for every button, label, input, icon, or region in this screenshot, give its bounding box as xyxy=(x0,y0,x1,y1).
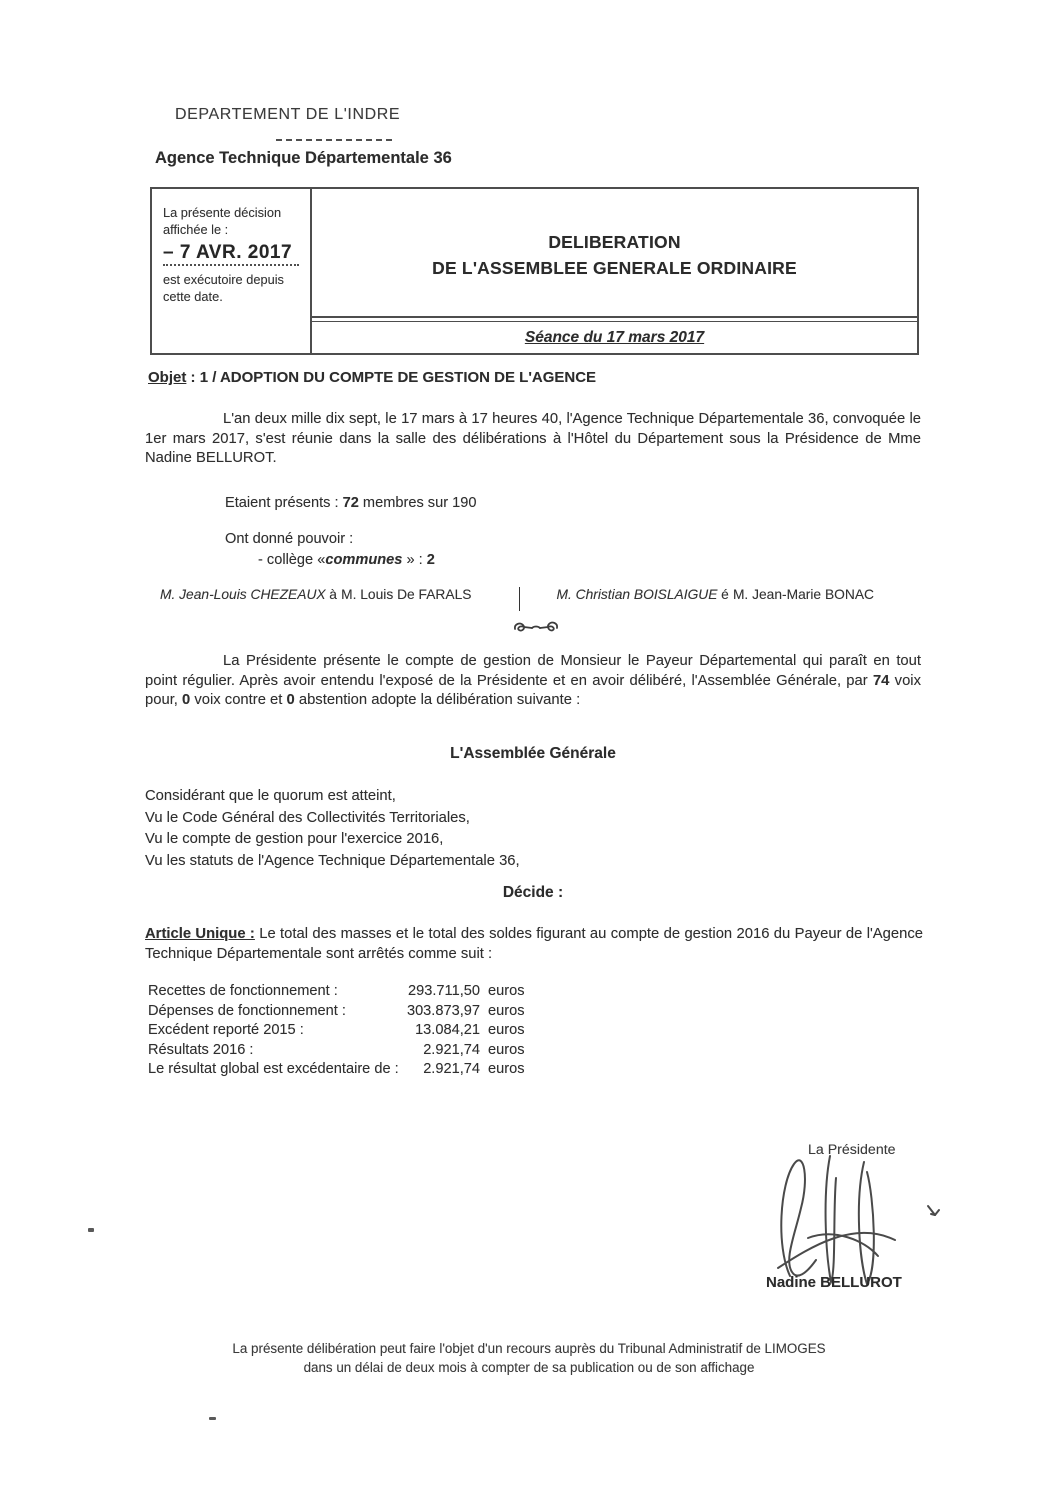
deliberation-text: La Présidente présente le compte de gestion de Monsieur le Payeur Départemental qui paraît en tout point régulier. Après avoir entendu l'exposé de la Présidente et en avoir délibéré, l'Assemblée Générale, par xyxy=(145,653,921,689)
proxy-giver-name: M. Christian BOISLAIGUE xyxy=(556,587,718,602)
attendance-line xyxy=(225,495,476,511)
considerations-list xyxy=(145,786,520,872)
footer-line: La présente délibération peut faire l'objet d'un recours auprès du Tribunal Administratif de LIMOGES xyxy=(232,1341,826,1356)
signature xyxy=(770,1150,905,1290)
financial-label: Le résultat global est excédentaire de : xyxy=(148,1061,399,1078)
signature-role: La Présidente xyxy=(808,1142,896,1158)
abstention-count: 0 xyxy=(286,692,295,708)
subject-colon: : xyxy=(186,369,200,386)
title-column xyxy=(312,189,917,353)
names-separator xyxy=(519,587,520,611)
financial-unit: euros xyxy=(488,1061,525,1078)
financial-unit: euros xyxy=(488,1041,525,1058)
financial-row xyxy=(148,983,548,1003)
article-paragraph xyxy=(145,924,923,964)
financial-row xyxy=(148,1061,548,1081)
proxy-link-word: à xyxy=(329,587,337,602)
scan-speck xyxy=(209,1417,216,1420)
scan-speck xyxy=(88,1228,94,1232)
proxy-label: Ont donné pouvoir : xyxy=(225,531,354,547)
deliberation-text: voix contre et xyxy=(190,692,287,708)
subject-text: 1 / ADOPTION DU COMPTE DE GESTION DE L'AGENCE xyxy=(199,369,597,386)
session-date: Séance du 17 mars 2017 xyxy=(524,328,705,346)
article-label: Article Unique : xyxy=(145,926,255,942)
signature-name: Nadine BELLUROT xyxy=(766,1274,902,1291)
proxy-link-word: é xyxy=(721,587,729,602)
footer-line: dans un délai de deux mois à compter de sa publication ou de son affichage xyxy=(303,1360,755,1375)
proxy-names-row xyxy=(160,587,874,611)
financial-label: Recettes de fonctionnement : xyxy=(148,983,338,999)
consideration-line: Vu le Code Général des Collectivités Territoriales, xyxy=(145,809,470,826)
college-prefix: - collège « xyxy=(258,552,326,568)
agency-title: Agence Technique Départementale 36 xyxy=(155,149,452,167)
subject-line xyxy=(148,369,596,386)
college-line xyxy=(258,552,435,568)
attendance-count: 72 xyxy=(342,495,359,511)
financial-row xyxy=(148,1042,548,1062)
consideration-line: Considérant que le quorum est atteint, xyxy=(145,788,396,804)
decide-heading: Décide : xyxy=(502,884,564,901)
financial-label: Excédent reporté 2015 : xyxy=(148,1022,304,1039)
financial-row xyxy=(148,1003,548,1023)
financial-amount: 303.873,97 xyxy=(406,1002,480,1019)
footer-note xyxy=(89,1339,969,1377)
deliberation-title-box xyxy=(312,189,917,318)
posting-notice-line: La présente décision xyxy=(163,205,282,220)
financial-amount: 2.921,74 xyxy=(423,1061,480,1078)
posting-notice-box xyxy=(152,189,312,353)
financial-label: Résultats 2016 : xyxy=(148,1041,254,1058)
financial-row xyxy=(148,1022,548,1042)
header-dashed-divider xyxy=(276,139,392,141)
flourish-ornament-icon xyxy=(512,619,560,637)
financial-unit: euros xyxy=(488,1022,525,1039)
votes-against-count: 0 xyxy=(182,692,191,708)
opening-paragraph: L'an deux mille dix sept, le 17 mars à 17 heures 40, l'Agence Technique Départementale 36, convoquée le 1er mars 2017, s'est réunie dans la salle des délibérations à l'Hôtel du Département sous la Présidence de Mme Nadine BELLUROT. xyxy=(145,411,921,466)
subject-label: Objet xyxy=(148,369,187,386)
deliberation-text: abstention adopte la délibération suivante : xyxy=(294,692,581,708)
college-count: 2 xyxy=(426,552,435,568)
posting-notice-line: cette date. xyxy=(163,289,223,304)
date-stamp: – 7 AVR. 2017 xyxy=(163,242,293,263)
financial-unit: euros xyxy=(488,983,525,999)
document-title-line1: DELIBERATION xyxy=(548,232,681,252)
attendance-suffix: membres sur 190 xyxy=(358,495,477,511)
deliberation-text: voix pour, xyxy=(145,672,921,708)
stamp-dotted-line xyxy=(163,264,299,266)
posting-notice-line: est exécutoire depuis xyxy=(163,272,284,287)
financial-label: Dépenses de fonctionnement : xyxy=(148,1002,346,1019)
article-text: Le total des masses et le total des soldes figurant au compte de gestion 2016 du Payeur de l'Agence Technique Départementale sont arrêtés comme suit : xyxy=(145,926,923,962)
college-suffix: » : xyxy=(402,552,427,568)
financial-amount: 293.711,50 xyxy=(408,983,480,999)
proxy-receiver-name: M. Jean-Marie BONAC xyxy=(732,587,875,602)
consideration-line: Vu les statuts de l'Agence Technique Départementale 36, xyxy=(145,852,520,869)
header-box xyxy=(150,187,919,355)
proxy-receiver-name: M. Louis De FARALS xyxy=(341,587,472,602)
session-box xyxy=(312,321,917,353)
proxy-giver-name: M. Jean-Louis CHEZEAUX xyxy=(160,587,326,602)
posting-notice-line: affichée le : xyxy=(163,222,229,237)
financial-amount: 13.084,21 xyxy=(415,1022,480,1039)
financials-table xyxy=(148,983,548,1081)
college-name: communes xyxy=(325,552,403,568)
financial-unit: euros xyxy=(488,1002,525,1019)
financial-amount: 2.921,74 xyxy=(423,1041,480,1058)
department-title: DEPARTEMENT DE L'INDRE xyxy=(175,106,401,123)
document-title-line2: DE L'ASSEMBLEE GENERALE ORDINAIRE xyxy=(432,258,797,278)
deliberation-paragraph xyxy=(145,652,921,711)
votes-for-count: 74 xyxy=(872,672,890,689)
assembly-heading: L'Assemblée Générale xyxy=(450,745,616,762)
consideration-line: Vu le compte de gestion pour l'exercice 2016, xyxy=(145,831,444,847)
attendance-label: Etaient présents : xyxy=(225,495,343,511)
pen-mark-icon xyxy=(925,1203,943,1221)
